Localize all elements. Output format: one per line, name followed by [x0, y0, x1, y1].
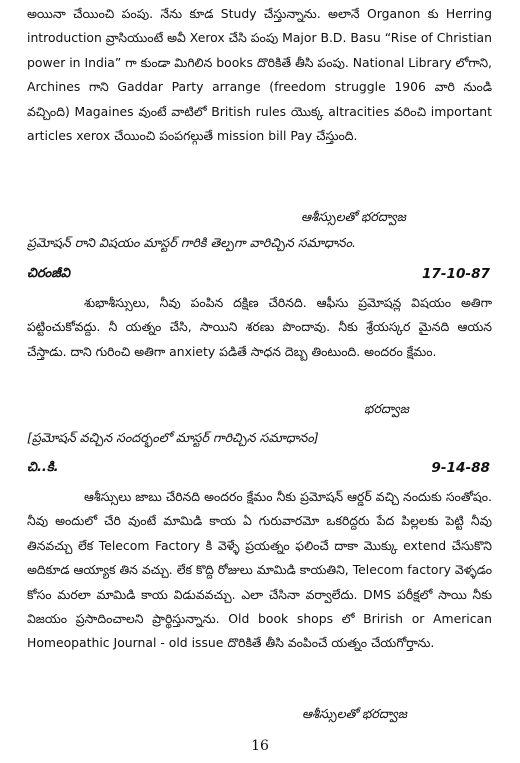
paragraph-1: [27, 2, 492, 148]
page-number: 16: [251, 738, 269, 754]
paragraph-1-text: అయినా చేయించి పంపు. నేను కూడ Study చేస్తున్నాను. అలానే Organon కు Herring introduction వ్రాసియుంటే అవీ Xerox చేసి పంపు Major B.D. Basu “Rise of Christian power in India” గా కుండా మిగిలిన books దొరికితే తీసి పంపు. National Library లోగాని, Archines గాని Gaddar Party arrange (freedom struggle 1906 వారి నుండి వచ్చింది) Magaines వుంటే వాటిలో British rules యొక్క altracities వరించి important articles xerox చేయించి పంపగల్గుతే mission bill Pay చేస్తుంది.: [27, 6, 492, 144]
salutation-2: చి..కి.: [27, 460, 59, 475]
signature-2: భరద్వాజ: [364, 401, 409, 416]
signature-3: ఆశీస్సులతో భరద్వాజ: [302, 706, 407, 721]
paragraph-3-text: ఆశీస్సులు జాబు చేరినది అందరం క్షేమం నీకు ప్రమోషన్ ఆర్డర్ వచ్చి నందుకు సంతోషం. నీవు అందులో చేరి వుంటే మామిడి కాయ ఏ గురువారమో ఒకరిద్దరు పేద పిల్లలకు పెట్టి నీవు తినవచ్చు లేక Telecom Factory కి వెళ్ళే ప్రయత్నం ఫలించే దాకా మొక్కు extend చేసుకొని అదికూడ ఆయ్యాక తిన వచ్చు. లేక కొద్ది రోజులు మామిడి కాయతిని, Telecom factory వెళ్ళడం కోసం మరలా మామిడి కాయ విడువవచ్చు. ఎలా చేసినా వర్వాలేదు. DMS పరీక్షలో సాయి నీకు విజయం ప్రసాదించాలని ప్రార్థిస్తున్నాను. Old book shops లో Brirish or American Homeopathic Journal - old issue దొరికితే తీసి వంపించే యత్నం చేయగోర్తాను.: [27, 489, 492, 651]
heading-2: [ప్రమోషన్ వచ్చిన సందర్భంలో మాస్టర్ గారిచ్చిన సమాధానం]: [27, 430, 319, 445]
signature-1: ఆశీస్సులతో భరద్వాజ: [301, 209, 406, 224]
paragraph-2-text: శుభాశీస్సులు, నీవు పంపిన దక్షిణ చేరినది. ఆఫీసు ప్రమోషన్ల విషయం అతిగా పట్టించుకోవద్దు. నీ యత్నం చేసి, సాయిని శరణు పొందావు. నీకు శ్రేయస్కర మైనది ఆయన చేస్తాడు. దాని గురించి అతిగా anxiety పడితే సాధన దెబ్బ తింటుంది. అందరం క్షేమం.: [27, 295, 492, 359]
date-2: 9-14-88: [431, 460, 490, 476]
heading-1: ప్రమోషన్ రాని విషయం మాస్టర్ గారికి తెల్పగా వారిచ్చిన సమాధానం.: [27, 235, 356, 250]
salutation-1: చిరంజీవి: [27, 266, 71, 281]
paragraph-2: [27, 291, 492, 364]
paragraph-3: [27, 485, 492, 656]
date-1: 17-10-87: [421, 266, 490, 282]
